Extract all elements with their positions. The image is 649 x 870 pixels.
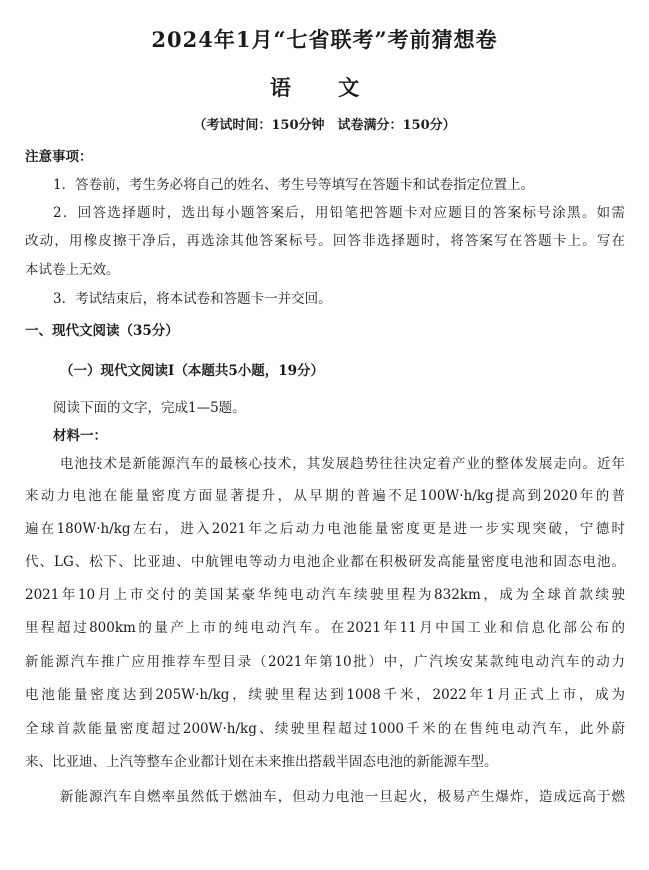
notes-heading: 注意事项： — [25, 149, 93, 165]
note-line: 2．回答选择题时，选出每小题答案后，用铅笔把答题卡对应题目的答案标号涂黑。如需 — [53, 205, 625, 221]
note-line: 1．答卷前，考生务必将自己的姓名、考生号等填写在答题卡和试卷指定位置上。 — [53, 177, 535, 193]
paragraph-line: 电池技术是新能源汽车的最核心技术，其发展趋势往往决定着产业的整体发展走向。近年 — [60, 456, 625, 472]
paragraph-line: 新能源汽车自燃率虽然低于燃油车，但动力电池一旦起火，极易产生爆炸，造成远高于燃 — [60, 789, 625, 805]
material-label: 材料一： — [53, 428, 107, 444]
paragraph-line: 遍在180W·h/kg左右，进入2021年之后动力电池能量密度更是进一步实现突破，宁德时 — [25, 521, 625, 537]
paragraph-line: 电池能量密度达到205W·h/kg，续驶里程达到1008千米，2022年1月正式上市，成为 — [25, 687, 625, 703]
exam-info: （考试时间：150分钟 试卷满分：150分） — [193, 118, 456, 133]
note-line: 本试卷上无效。 — [25, 262, 120, 278]
subsection-heading: （一）现代文阅读Ⅰ（本题共5小题，19分） — [60, 363, 324, 379]
paragraph-line: 来、比亚迪、上汽等整车企业都计划在未来推出搭载半固态电池的新能源车型。 — [25, 754, 498, 770]
paragraph-line: 新能源汽车推广应用推荐车型目录（2021年第10批）中，广汽埃安某款纯电动汽车的动力 — [25, 654, 625, 670]
note-line: 改动，用橡皮擦干净后，再选涂其他答案标号。回答非选择题时，将答案写在答题卡上。写在 — [25, 233, 625, 249]
paragraph-line: 2021年10月上市交付的美国某豪华纯电动汽车续驶里程为832km，成为全球首款续驶 — [25, 587, 625, 603]
paragraph-line: 代、LG、松下、比亚迪、中航锂电等动力电池企业都在积极研发高能量密度电池和固态电池。 — [25, 554, 625, 570]
paragraph-line: 全球首款能量密度超过200W·h/kg、续驶里程超过1000千米的在售纯电动汽车，此外蔚 — [25, 721, 625, 737]
note-line: 3．考试结束后，将本试卷和答题卡一并交回。 — [53, 291, 332, 307]
instruction: 阅读下面的文字，完成1—5题。 — [53, 400, 246, 416]
paragraph-line: 里程超过800km的量产上市的纯电动汽车。在2021年11月中国工业和信息化部公布的 — [25, 620, 625, 636]
subject-title: 语 文 — [269, 75, 380, 100]
paragraph-line: 来动力电池在能量密度方面显著提升，从早期的普遍不足100W·h/kg提高到2020年的普 — [25, 488, 625, 504]
exam-title: 2024年1月“七省联考”考前猜想卷 — [151, 27, 498, 52]
section-heading: 一、现代文阅读（35分） — [25, 323, 179, 339]
